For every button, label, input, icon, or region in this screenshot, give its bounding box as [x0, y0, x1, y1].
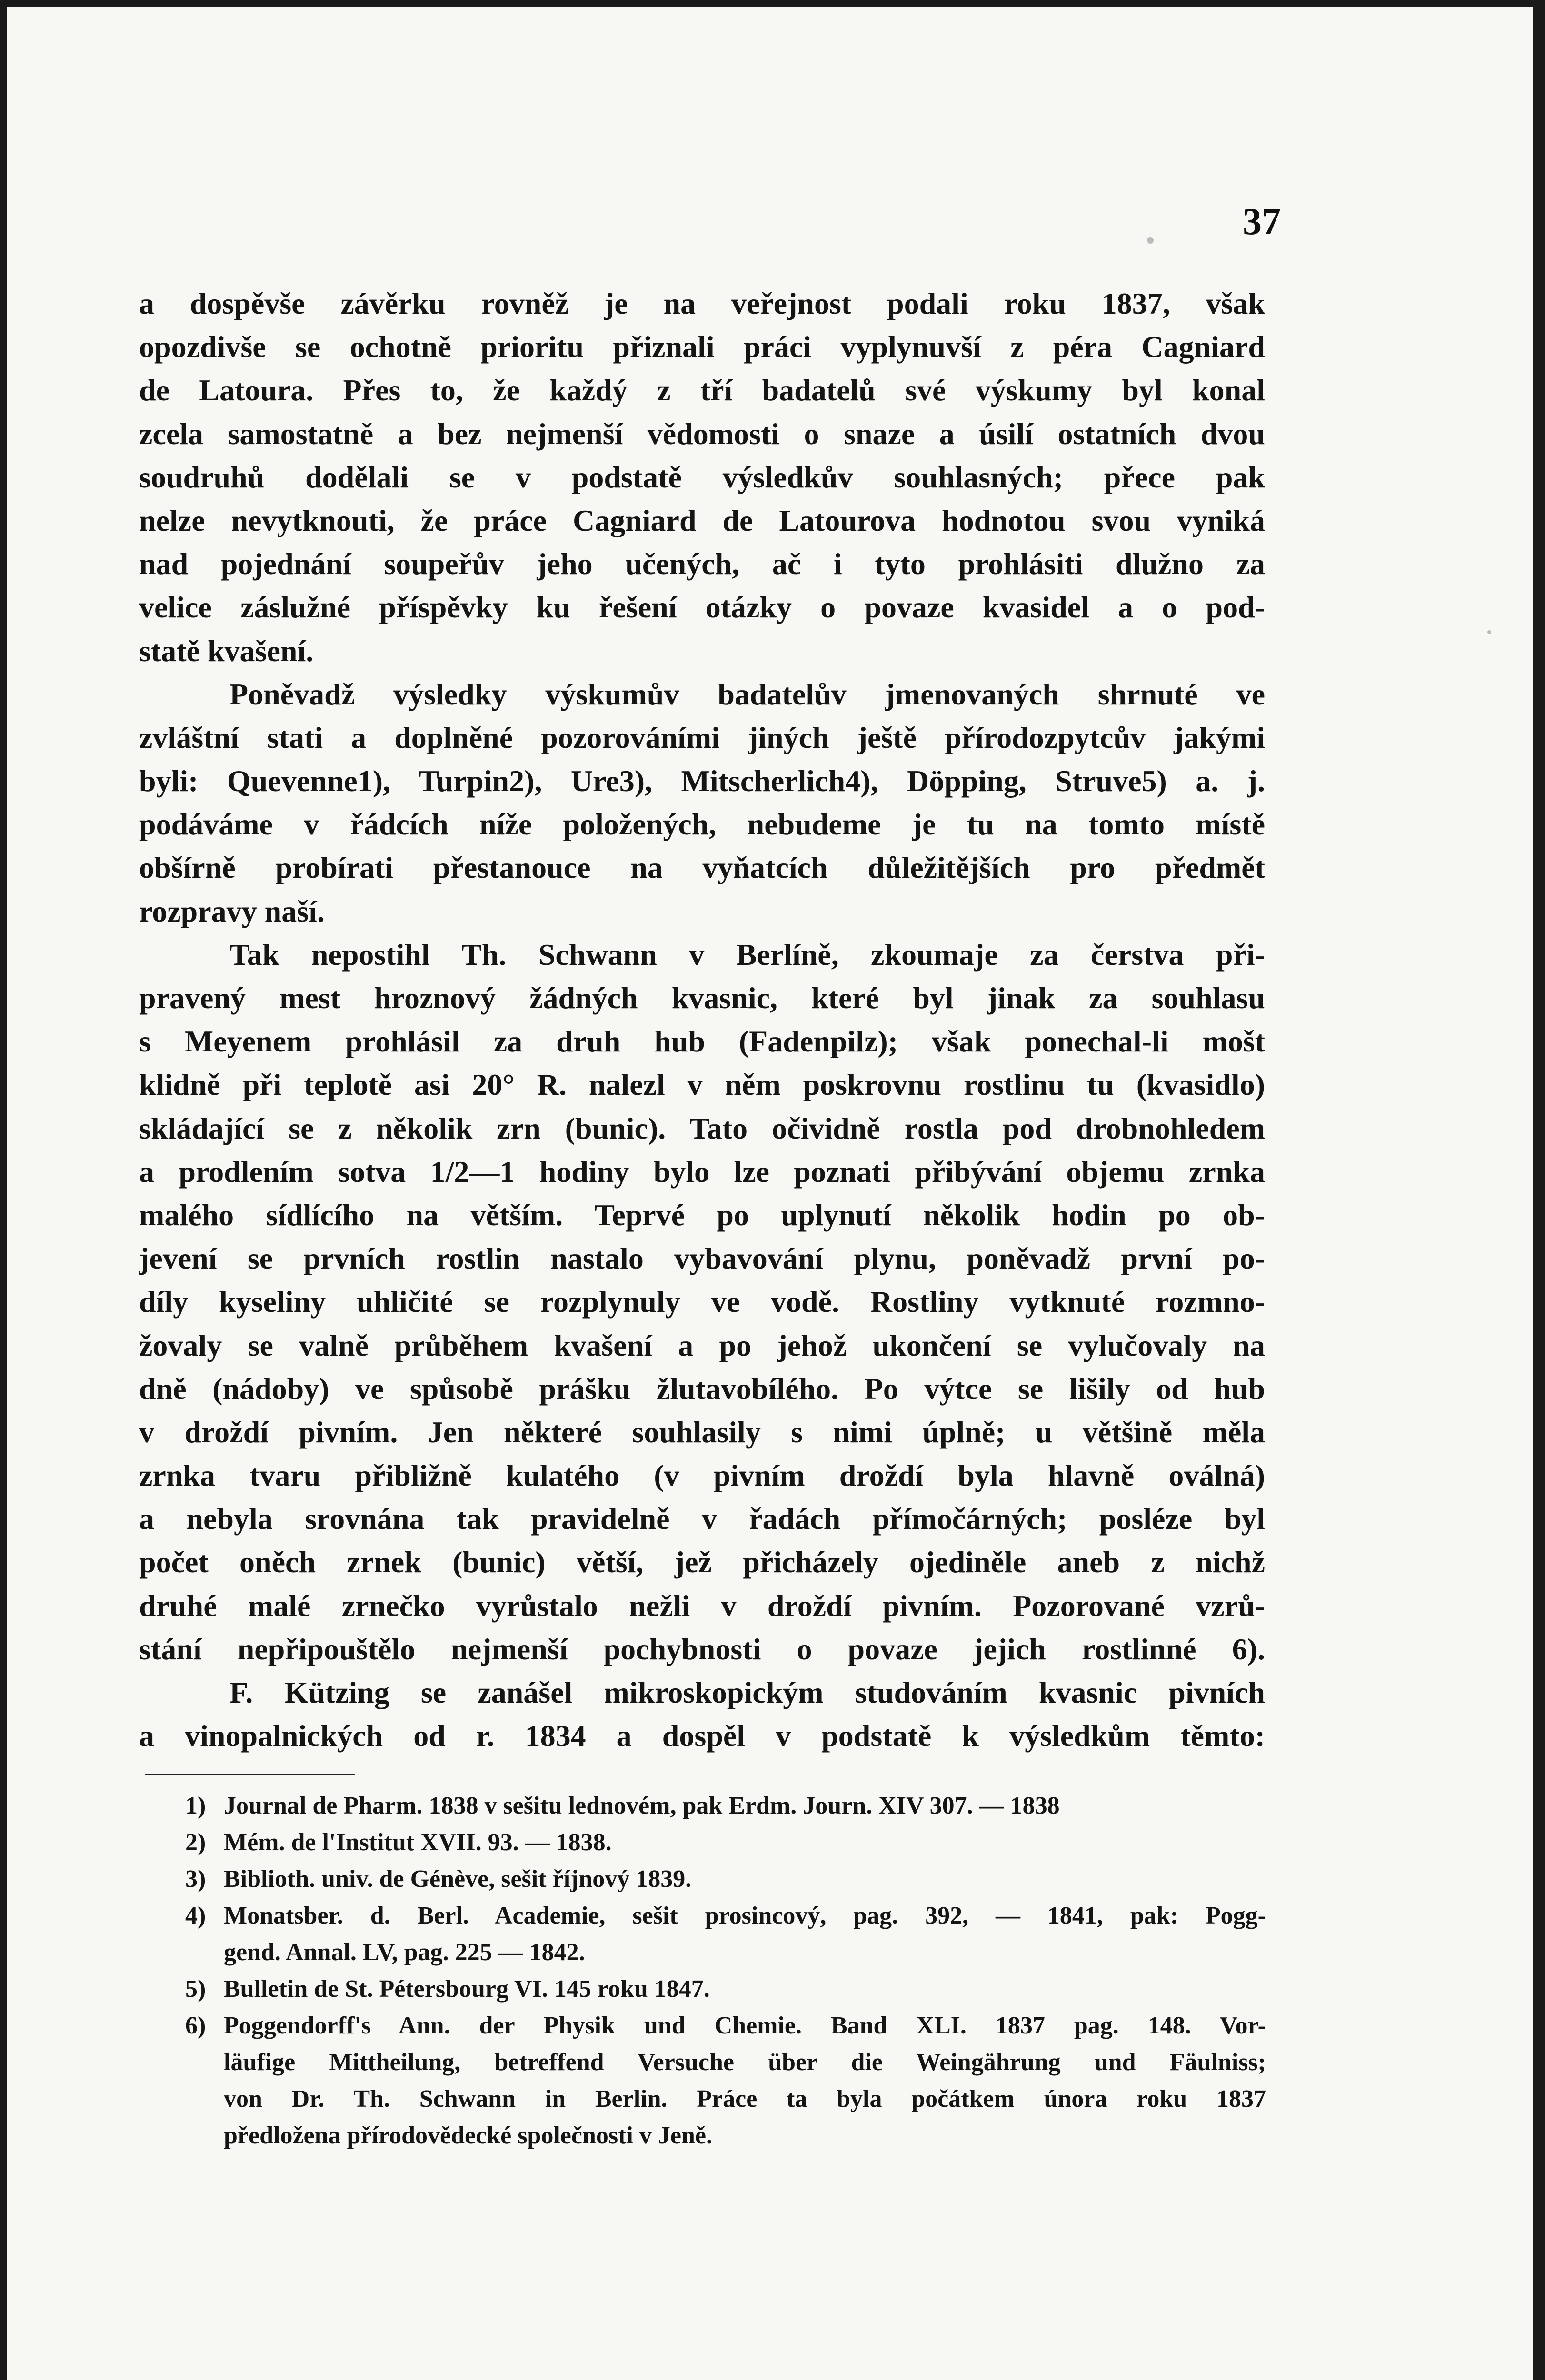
- text-line: pravený mest hroznový žádných kvasnic, které byl jinak za souhlasu: [139, 981, 1265, 1015]
- footnote-mark: 6): [185, 2012, 206, 2039]
- footnote-line: Monatsber. d. Berl. Academie, sešit prosincový, pag. 392, — 1841, pak: Pogg-: [224, 1902, 1266, 1929]
- paragraph-end-line: statě kvašení.: [139, 634, 314, 668]
- text-line: zcela samostatně a bez nejmenší vědomosti o snaze a úsilí ostatních dvou: [139, 416, 1265, 451]
- footnote-line: Mém. de l'Institut XVII. 93. — 1838.: [224, 1829, 612, 1856]
- paragraph-start-line: Poněvadž výsledky výskumův badatelův jmenovaných shrnuté ve: [229, 677, 1265, 711]
- text-line: nad pojednání soupeřův jeho učených, ač i tyto prohlásiti dlužno za: [139, 547, 1265, 581]
- text-line: dně (nádoby) ve spůsobě prášku žlutavobílého. Po výtce se lišily od hub: [139, 1371, 1265, 1406]
- text-line: byli: Quevenne1), Turpin2), Ure3), Mitscherlich4), Döpping, Struve5) a. j.: [139, 764, 1265, 798]
- text-line: druhé malé zrnečko vyrůstalo nežli v droždí pivním. Pozorované vzrů-: [139, 1588, 1265, 1623]
- footnote-mark: 4): [185, 1902, 206, 1929]
- paragraph-start-line: F. Kützing se zanášel mikroskopickým studováním kvasnic pivních: [229, 1676, 1265, 1709]
- text-line: opozdivše se ochotně prioritu přiznali práci vyplynuvší z péra Cagniard: [139, 330, 1265, 364]
- text-line: obšírně probírati přestanouce na vyňatcích důležitějších pro předmět: [139, 851, 1265, 885]
- text-line: díly kyseliny uhličité se rozplynuly ve vodě. Rostliny vytknuté rozmno-: [139, 1285, 1265, 1319]
- footnote-line: gend. Annal. LV, pag. 225 — 1842.: [224, 1939, 585, 1966]
- footnote-mark: 2): [185, 1829, 206, 1856]
- main-text: [139, 282, 1265, 1757]
- footnote-mark: 3): [185, 1865, 206, 1893]
- footnote-line: Poggendorff's Ann. der Physik und Chemie. Band XLI. 1837 pag. 148. Vor-: [224, 2012, 1266, 2039]
- text-line: jevení se prvních rostlin nastalo vybavování plynu, poněvadž první po-: [139, 1241, 1265, 1276]
- text-line: zrnka tvaru přibližně kulatého (v pivním droždí byla hlavně oválná): [139, 1458, 1265, 1493]
- footnote-line: von Dr. Th. Schwann in Berlin. Práce ta byla počátkem února roku 1837: [224, 2085, 1266, 2112]
- text-line: počet oněch zrnek (bunic) větší, jež přicházely ojediněle aneb z nichž: [139, 1545, 1265, 1579]
- text-line: a vinopalnických od r. 1834 a dospěl v podstatě k výsledkům těmto:: [139, 1719, 1265, 1753]
- footnotes: [185, 1787, 1266, 2154]
- footnote-line: läufige Mittheilung, betreffend Versuche über die Weingährung und Fäulniss;: [224, 2049, 1266, 2076]
- paragraph-start-line: Tak nepostihl Th. Schwann v Berlíně, zkoumaje za čerstva při-: [229, 937, 1265, 972]
- text-line: nelze nevytknouti, že práce Cagniard de Latourova hodnotou svou vyniká: [139, 503, 1265, 537]
- text-line: soudruhů dodělali se v podstatě výsledkův souhlasných; přece pak: [139, 460, 1265, 494]
- text-line: de Latoura. Přes to, že každý z tří badatelů své výskumy byl konal: [139, 373, 1265, 407]
- text-line: klidně při teplotě asi 20° R. nalezl v něm poskrovnu rostlinu tu (kvasidlo): [139, 1068, 1265, 1102]
- paper-speck: [1147, 237, 1154, 244]
- text-line: stání nepřipouštělo nejmenší pochybnosti o povaze jejich rostlinné 6).: [139, 1632, 1265, 1666]
- footnote-line: Biblioth. univ. de Génève, sešit říjnový 1839.: [224, 1865, 692, 1893]
- footnote-3: [185, 1861, 1266, 1897]
- text-line: malého sídlícího na větším. Teprvé po uplynutí několik hodin po ob-: [139, 1198, 1265, 1232]
- footnote-1: [185, 1787, 1266, 1824]
- paragraph-end-line: rozpravy naší.: [139, 894, 325, 928]
- footnote-line: Journal de Pharm. 1838 v sešitu lednovém, pak Erdm. Journ. XIV 307. — 1838: [224, 1792, 1060, 1819]
- text-line: a dospěvše závěrku rovněž je na veřejnost podali roku 1837, však: [139, 287, 1265, 320]
- footnote-mark: 1): [185, 1792, 206, 1819]
- text-line: zvláštní stati a doplněné pozorováními jiných ještě přírodozpytcův jakými: [139, 720, 1265, 754]
- footnote-5: [185, 1971, 1266, 2007]
- paper-speck: [1487, 630, 1491, 634]
- book-page: [7, 7, 1533, 2380]
- footnote-6: [185, 2007, 1266, 2154]
- footnote-divider: [145, 1774, 355, 1775]
- text-line: a prodlením sotva 1/2—1 hodiny bylo lze poznati přibývání objemu zrnka: [139, 1154, 1265, 1189]
- footnote-line: Bulletin de St. Pétersbourg VI. 145 roku 1847.: [224, 1975, 710, 2003]
- text-line: skládající se z několik zrn (bunic). Tato očividně rostla pod drobnohledem: [139, 1111, 1265, 1145]
- text-line: s Meyenem prohlásil za druh hub (Fadenpilz); však ponechal-li mošt: [139, 1024, 1265, 1059]
- page-number: 37: [1243, 201, 1281, 243]
- text-line: velice záslužné příspěvky ku řešení otázky o povaze kvasidel a o pod-: [139, 590, 1265, 625]
- footnote-line: předložena přírodovědecké společnosti v Jeně.: [224, 2122, 712, 2149]
- text-line: a nebyla srovnána tak pravidelně v řadách přímočárných; posléze byl: [139, 1502, 1265, 1536]
- footnote-2: [185, 1824, 1266, 1861]
- footnote-mark: 5): [185, 1975, 206, 2003]
- text-line: v droždí pivním. Jen některé souhlasily s nimi úplně; u většině měla: [139, 1415, 1265, 1449]
- footnote-4: [185, 1897, 1266, 1971]
- text-line: podáváme v řádcích níže položených, nebudeme je tu na tomto místě: [139, 807, 1265, 842]
- text-line: žovaly se valně průběhem kvašení a po jehož ukončení se vylučovaly na: [139, 1328, 1265, 1362]
